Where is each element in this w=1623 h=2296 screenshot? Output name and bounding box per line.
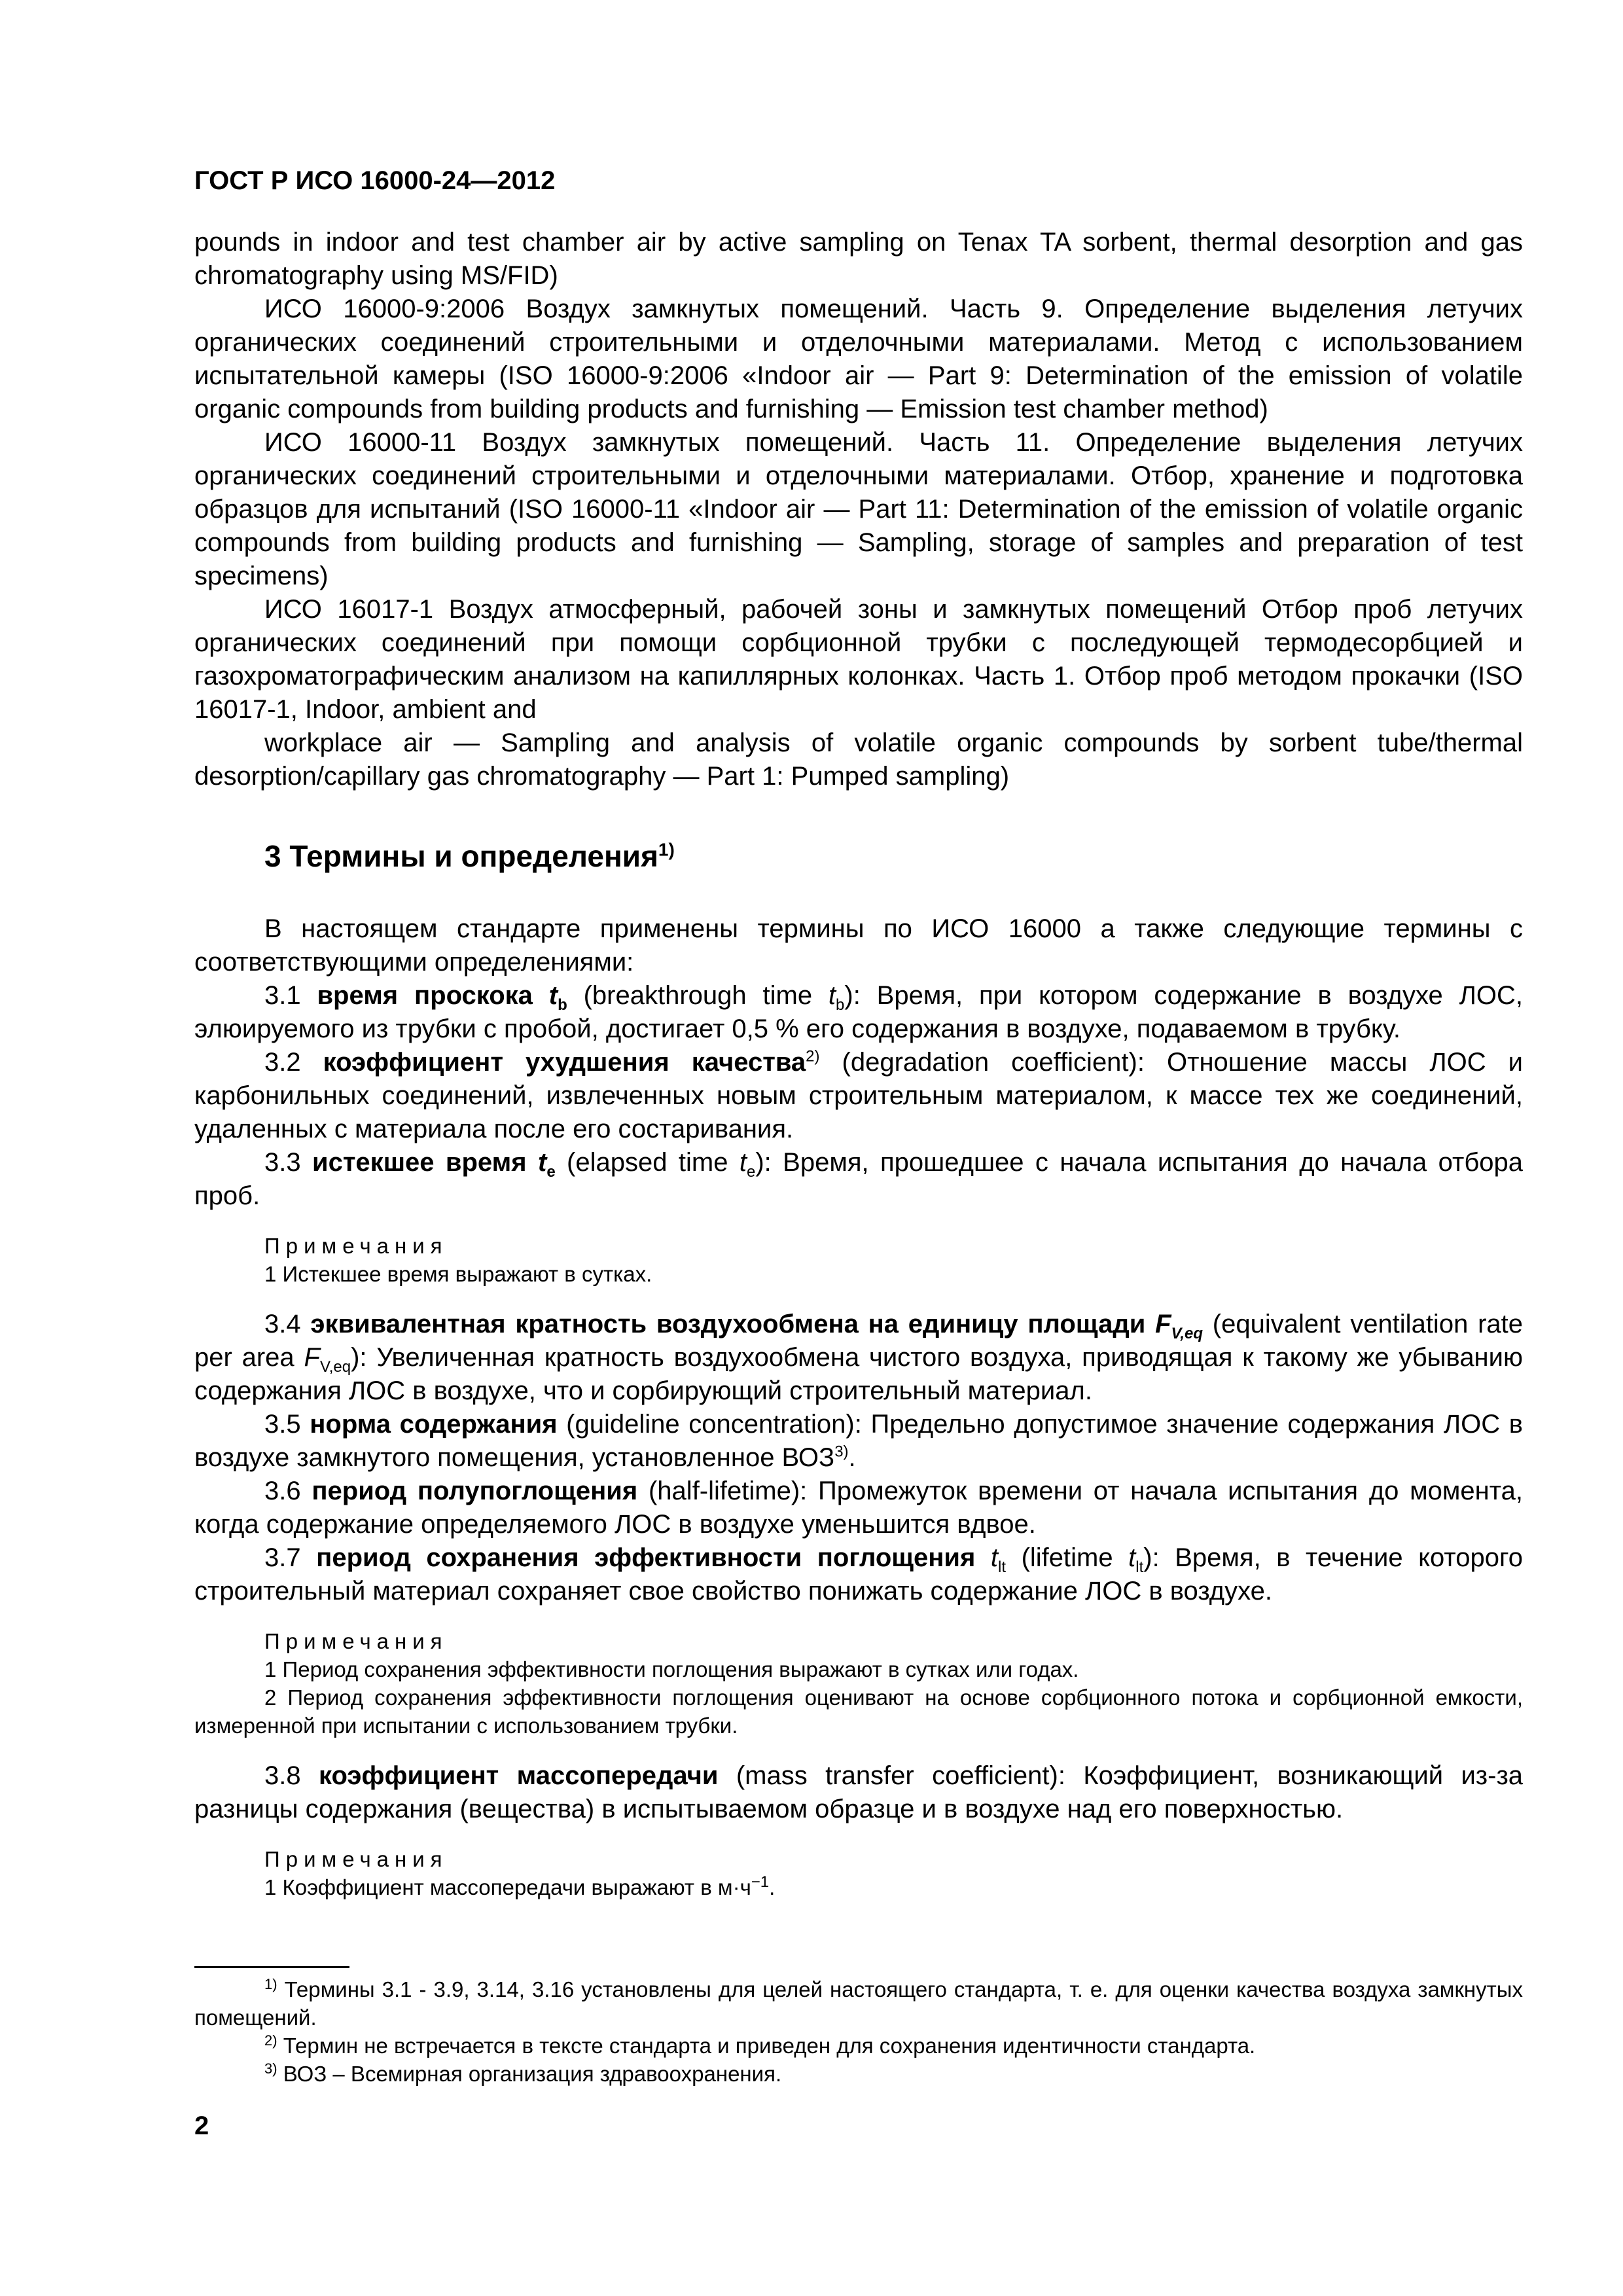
term-definition: ): Время, при котором содержание в воздухе ЛОС, элюируемого из трубки с пробой, достигает 0,5 % его содержания в воздухе, подаваемом в трубку. [194,981,1524,1043]
term-name: норма содержания [310,1410,558,1439]
section-heading [264,836,1523,876]
page-number: 2 [194,2111,209,2140]
ref-iso-16017-1: ИСО 16017-1 Воздух атмосферный, рабочей зоны и замкнутых помещений Отбор проб летучих органических соединений при помощи сорбционной трубки с последующей термодесорбцией и газохроматографическим анализом на капиллярных колонках. Часть 1. Отбор проб методом прокачки (ISO 16017-1, Indoor, ambient and [194,595,1523,724]
term-english-subscript: b [836,996,845,1014]
section-heading-text: 3 Термины и определения [264,839,658,873]
term-3-1 [194,979,1523,1046]
term-name: период полупоглощения [312,1477,638,1505]
note-title: Примечания [264,1234,448,1258]
footnote-marker: 1) [658,839,675,860]
note-item: 1 Период сохранения эффективности поглощения выражают в сутках или годах. [264,1657,1079,1681]
term-symbol: F [1155,1310,1171,1338]
term-3-7 [194,1541,1523,1608]
term-definition: (degradation coefficient): Отношение массы ЛОС и карбонильных соединений, извлеченных новым строительным материалом, к массе тех же соединений, удаленных с материала после его состаривания. [194,1048,1524,1143]
note-item: 1 Истекшее время выражают в сутках. [264,1262,652,1286]
term-number: 3.7 [264,1543,317,1572]
term-number: 3.4 [264,1310,311,1338]
note-item: 2 Период сохранения эффективности поглощения оценивают на основе сорбционного потока и сорбционной емкости, измеренной при испытании с использованием трубки. [194,1685,1523,1738]
term-3-2 [194,1046,1523,1146]
note-title: Примечания [264,1629,448,1653]
term-definition: ): Время, в течение которого строительный материал сохраняет свое свойство понижать содержание ЛОС в воздухе. [194,1543,1523,1605]
footnote-2 [194,2032,1523,2060]
term-definition: (half-lifetime): Промежуток времени от начала испытания до момента, когда содержание определяемого ЛОС в воздухе уменьшится вдвое. [194,1477,1523,1539]
term-number: 3.8 [264,1761,319,1790]
footnote-text: Термины 3.1 - 3.9, 3.14, 3.16 установлены для целей настоящего стандарта, т. е. для оценки качества воздуха замкнутых помещений. [194,1977,1523,2030]
term-number: 3.2 [264,1048,323,1077]
term-symbol: t [990,1543,999,1572]
term-name: истекшее время [312,1148,538,1177]
note-text: 1 Коэффициент массопередачи выражают в м·ч [264,1875,751,1899]
term-name: коэффициент ухудшения качества [323,1048,806,1077]
footnotes [194,1975,1523,2088]
term-english-symbol: F [304,1343,320,1372]
term-english-symbol: t [739,1148,747,1177]
term-3-4 [194,1308,1523,1408]
term-definition: ): Время, прошедшее с начала испытания до начала отбора проб. [194,1148,1524,1210]
note-title: Примечания [264,1847,448,1871]
term-english: (lifetime [1006,1543,1129,1572]
term-definition: ): Увеличенная кратность воздухообмена чистого воздуха, приводящая к такому же убыванию содержания ЛОС в воздухе, что и сорбирующий строительный материал. [194,1343,1523,1405]
term-english-subscript: V,eq [319,1358,351,1376]
footnote-text: Термин не встречается в тексте стандарта и приведен для сохранения идентичности стандарта. [277,2034,1256,2058]
footnote-marker: 2) [264,2032,277,2049]
term-number: 3.5 [264,1410,310,1439]
term-definition-tail: . [848,1443,856,1472]
footnote-text: ВОЗ – Всемирная организация здравоохранения. [277,2062,782,2086]
term-symbol-subscript: lt [998,1558,1007,1576]
footnote-marker: 1) [264,1976,277,1992]
footnote-marker: 3) [834,1443,849,1461]
footnote-marker: 3) [264,2060,277,2077]
footnote-marker: 2) [806,1047,820,1066]
ref-iso-16017-1-continued: workplace air — Sampling and analysis of volatile organic compounds by sorbent tube/thermal desorption/capillary gas chromatography — Part 1: Pumped sampling) [194,728,1523,791]
document-body [194,226,1523,1901]
term-symbol-subscript: e [546,1163,556,1181]
term-3-3 [194,1146,1523,1213]
note-text-tail: . [769,1875,776,1899]
footnote-3 [194,2060,1523,2088]
term-english-subscript: e [746,1163,756,1181]
term-name: период сохранения эффективности поглощения [316,1543,991,1572]
footnote-separator [194,1966,349,1968]
term-symbol-subscript: b [558,996,567,1014]
term-definition: (guideline concentration): Предельно допустимое значение содержания ЛОС в воздухе замкнутого помещения, установленное ВОЗ [194,1410,1523,1472]
term-number: 3.1 [264,981,317,1010]
note-item [194,1873,1523,1901]
note-superscript: −1 [751,1873,770,1891]
ref-continuation: pounds in indoor and test chamber air by active sampling on Tenax TA sorbent, thermal desorption and gas chromatography using MS/FID) [194,228,1523,290]
term-3-5 [194,1408,1523,1475]
ref-iso-16000-9: ИСО 16000-9:2006 Воздух замкнутых помещений. Часть 9. Определение выделения летучих органических соединений строительными и отделочными материалами. Метод с использованием испытательной камеры (ISO 16000-9:2006 «Indoor air — Part 9: Determination of the emission of volatile organic compounds from building products and furnishing — Emission test chamber method) [194,295,1523,423]
term-english: (breakthrough time [567,981,829,1010]
term-name: время проскока [317,981,549,1010]
term-name: коэффициент массопередачи [319,1761,719,1790]
term-english: (elapsed time [555,1148,740,1177]
section-intro: В настоящем стандарте применены термины по ИСО 16000 а также следующие термины с соответствующими определениями: [194,914,1523,977]
ref-iso-16000-11: ИСО 16000-11 Воздух замкнутых помещений. Часть 11. Определение выделения летучих органических соединений строительными и отделочными материалами. Отбор, хранение и подготовка образцов для испытаний (ISO 16000-11 «Indoor air — Part 11: Determination of the emission of volatile organic compounds from building products and furnishing — Sampling, storage of samples and preparation of test specimens) [194,428,1523,590]
term-symbol: t [537,1148,547,1177]
term-english-subscript: lt [1135,1558,1144,1576]
term-3-6 [194,1475,1523,1541]
term-number: 3.6 [264,1477,312,1505]
term-symbol-subscript: V,eq [1171,1325,1203,1342]
term-definition: (mass transfer coefficient): Коэффициент, возникающий из-за разницы содержания (вещества) в испытываемом образце и в воздухе над его поверхностью. [194,1761,1524,1823]
term-name: эквивалентная кратность воздухообмена на единицу площади [310,1310,1156,1338]
term-number: 3.3 [264,1148,312,1177]
term-symbol: t [548,981,558,1010]
document-header: ГОСТ Р ИСО 16000-24—2012 [194,166,556,195]
term-english-symbol: t [1128,1543,1136,1572]
term-english: (equivalent ventilation rate per area [194,1310,1523,1372]
term-3-8 [194,1759,1523,1826]
footnote-1 [194,1975,1523,2032]
term-english-symbol: t [828,981,836,1010]
